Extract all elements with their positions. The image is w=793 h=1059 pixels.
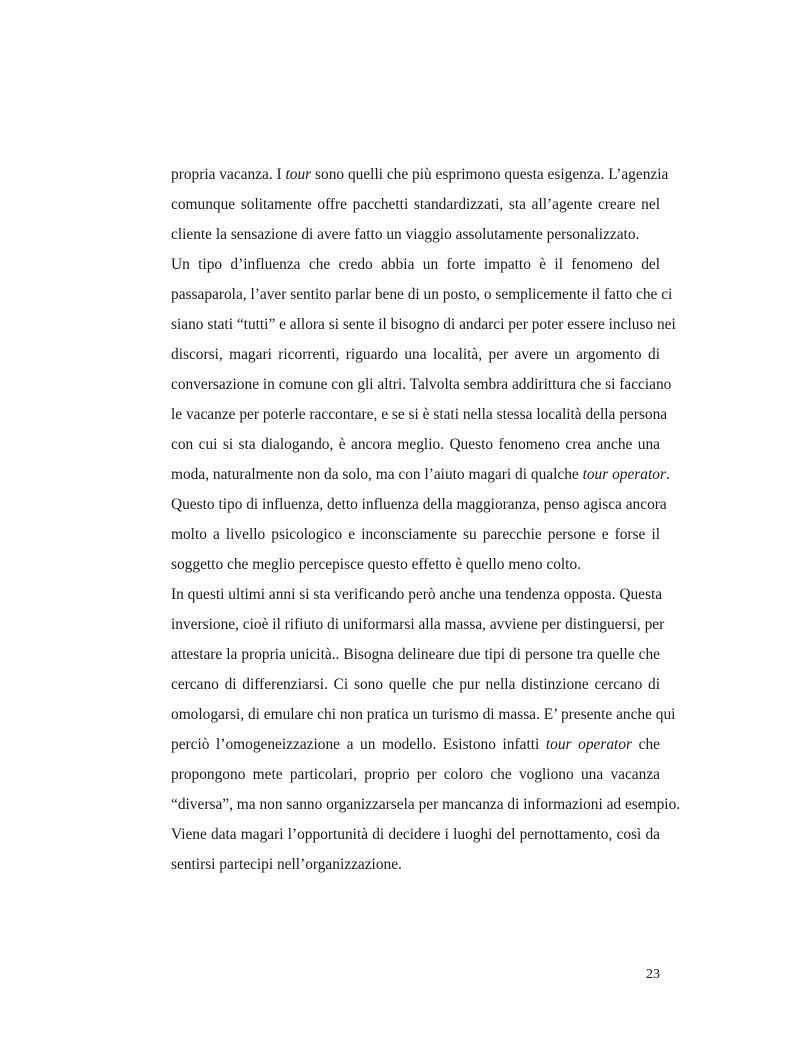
text-line — [171, 820, 660, 850]
text-segment: molto a livello psicologico e inconsciamente su parecchie persone e forse il — [171, 526, 660, 543]
text-segment: cliente la sensazione di avere fatto un viaggio assolutamente personalizzato. — [171, 226, 640, 243]
text-segment: moda, naturalmente non da solo, ma con l’aiuto magari di qualche — [171, 466, 583, 483]
italic-term: tour operator — [582, 466, 666, 483]
text-line — [171, 250, 660, 280]
text-segment: cercano di differenziarsi. Ci sono quelle che pur nella distinzione cercano di — [171, 676, 660, 693]
text-line — [171, 370, 672, 400]
text-line — [171, 160, 669, 190]
text-segment: Questo tipo di influenza, detto influenza della maggioranza, penso agisca ancora — [171, 496, 667, 513]
text-segment: omologarsi, di emulare chi non pratica un turismo di massa. E’ presente anche qui — [171, 706, 676, 723]
italic-term: tour operator — [545, 736, 633, 753]
text-segment: propria vacanza. I — [171, 166, 286, 183]
text-line — [171, 580, 663, 610]
text-segment: le vacanze per poterle raccontare, e se si è stati nella stessa località della persona — [171, 406, 668, 423]
text-segment: In questi ultimi anni si sta verificando però anche una tendenza opposta. Questa — [171, 586, 663, 603]
text-segment: comunque solitamente offre pacchetti standardizzati, sta all’agente creare nel — [171, 196, 660, 213]
text-line — [171, 700, 676, 730]
page-number: 23 — [646, 967, 660, 982]
text-line — [171, 400, 668, 430]
text-line — [171, 550, 660, 580]
text-line — [171, 670, 660, 700]
text-segment: sono quelli che più esprimono questa esigenza. L’agenzia — [311, 166, 669, 183]
text-segment: discorsi, magari ricorrenti, riguardo una località, per avere un argomento di — [171, 346, 660, 363]
text-segment: conversazione in comune con gli altri. Talvolta sembra addirittura che si facciano — [171, 376, 672, 393]
text-segment: sentirsi partecipi nell’organizzazione. — [171, 856, 402, 873]
text-segment: “diversa”, ma non sanno organizzarsela per mancanza di informazioni ad esempio. — [171, 796, 681, 813]
text-line — [171, 220, 660, 250]
text-segment: attestare la propria unicità.. Bisogna delineare due tipi di persone tra quelle che — [171, 646, 660, 663]
body-text — [171, 160, 681, 880]
text-segment: Viene data magari l’opportunità di decidere i luoghi del pernottamento, così da — [171, 826, 660, 843]
text-segment: inversione, cioè il rifiuto di uniformarsi alla massa, avviene per distinguersi, per — [171, 616, 665, 633]
text-segment: siano stati “tutti” e allora si sente il bisogno di andarci per poter essere incluso nei — [171, 316, 676, 333]
text-line — [171, 850, 660, 880]
text-segment: soggetto che meglio percepisce questo effetto è quello meno colto. — [171, 556, 582, 573]
text-segment: perciò l’omogeneizzazione a un modello. Esistono infatti — [171, 736, 546, 753]
text-line — [171, 790, 681, 820]
text-line — [171, 490, 667, 520]
text-segment: con cui si sta dialogando, è ancora meglio. Questo fenomeno crea anche una — [171, 436, 660, 453]
text-line — [171, 460, 670, 490]
text-line — [171, 310, 676, 340]
text-segment: passaparola, l’aver sentito parlar bene di un posto, o semplicemente il fatto che ci — [171, 286, 673, 303]
text-segment: Un tipo d’influenza che credo abbia un forte impatto è il fenomeno del — [171, 256, 660, 273]
text-line — [171, 610, 665, 640]
text-segment: che — [632, 736, 660, 753]
italic-term: tour — [285, 166, 312, 183]
text-line — [171, 520, 660, 550]
text-line — [171, 730, 660, 760]
text-line — [171, 430, 660, 460]
text-line — [171, 640, 660, 670]
text-line — [171, 280, 673, 310]
text-line — [171, 760, 660, 790]
text-segment: . — [665, 466, 670, 483]
text-segment: propongono mete particolari, proprio per coloro che vogliono una vacanza — [171, 766, 660, 783]
text-line — [171, 340, 660, 370]
text-line — [171, 190, 660, 220]
